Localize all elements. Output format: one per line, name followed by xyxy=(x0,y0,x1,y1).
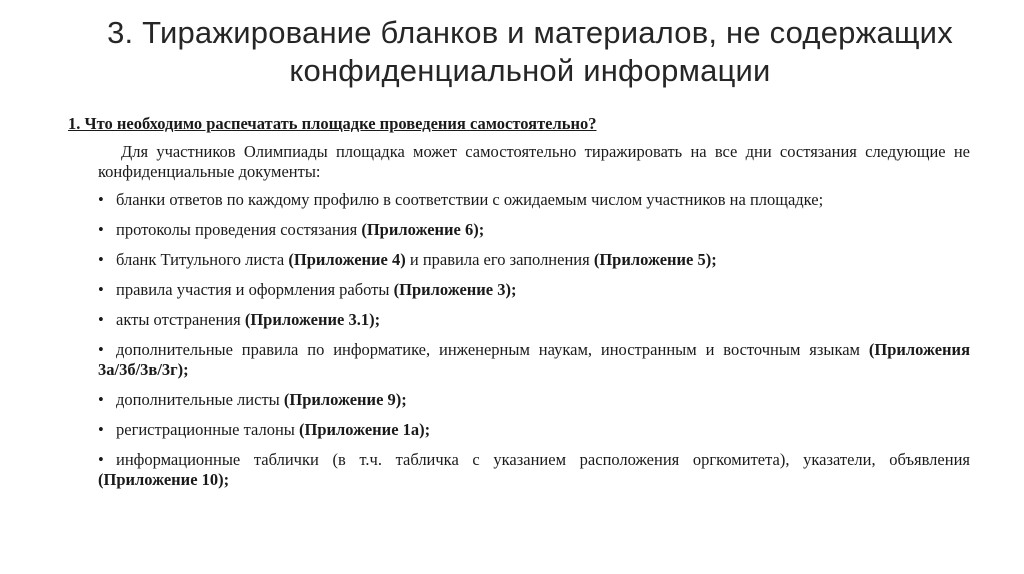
bullet-mark: • xyxy=(98,450,104,469)
list-item xyxy=(98,450,970,490)
appendix-reference: (Приложение 5); xyxy=(593,250,717,269)
intro-paragraph: Для участников Олимпиады площадка может самостоятельно тиражировать на все дни состязания следующие не конфиденциальные документы: xyxy=(98,142,970,181)
appendix-reference: (Приложение 3); xyxy=(393,280,517,299)
item-text: правила участия и оформления работы xyxy=(116,280,394,299)
bullet-mark: • xyxy=(98,280,104,299)
slide-content xyxy=(68,114,970,500)
item-text: протоколы проведения состязания xyxy=(116,220,362,239)
item-text: акты отстранения xyxy=(116,310,245,329)
list-item xyxy=(98,190,970,210)
bullet-mark: • xyxy=(98,190,104,209)
appendix-reference: (Приложение 3.1); xyxy=(244,310,381,329)
item-text: бланк Титульного листа xyxy=(116,250,289,269)
document-list xyxy=(98,190,970,490)
bullet-mark: • xyxy=(98,250,104,269)
bullet-mark: • xyxy=(98,420,104,439)
appendix-reference: (Приложение 9); xyxy=(283,390,407,409)
bullet-mark: • xyxy=(98,390,104,409)
item-text: регистрационные талоны xyxy=(116,420,299,439)
appendix-reference: (Приложение 1а); xyxy=(299,420,431,439)
list-item xyxy=(98,420,970,440)
item-text: информационные таблички (в т.ч. табличка с указанием расположения оргкомитета), указатели, объявления xyxy=(116,450,970,469)
bullet-mark: • xyxy=(98,220,104,239)
list-item xyxy=(98,250,970,270)
item-text: и правила его заполнения xyxy=(405,250,594,269)
appendix-reference: (Приложения 3а/3б/3в/3г); xyxy=(98,340,970,379)
bullet-mark: • xyxy=(98,310,104,329)
item-text: дополнительные листы xyxy=(116,390,284,409)
appendix-reference: (Приложение 10); xyxy=(98,470,230,489)
slide-title: 3. Тиражирование бланков и материалов, не содержащих конфиденциальной информации xyxy=(107,15,953,88)
bullet-mark: • xyxy=(98,340,104,359)
list-item xyxy=(98,220,970,240)
question-heading: 1. Что необходимо распечатать площадке проведения самостоятельно? xyxy=(68,114,597,133)
list-item xyxy=(98,310,970,330)
list-item xyxy=(98,390,970,410)
list-item xyxy=(98,340,970,380)
item-text: дополнительные правила по информатике, инженерным наукам, иностранным и восточным языкам xyxy=(116,340,869,359)
appendix-reference: (Приложение 6); xyxy=(361,220,485,239)
list-item xyxy=(98,280,970,300)
appendix-reference: (Приложение 4) xyxy=(288,250,406,269)
item-text: бланки ответов по каждому профилю в соответствии с ожидаемым числом участников на площадке; xyxy=(116,190,824,209)
